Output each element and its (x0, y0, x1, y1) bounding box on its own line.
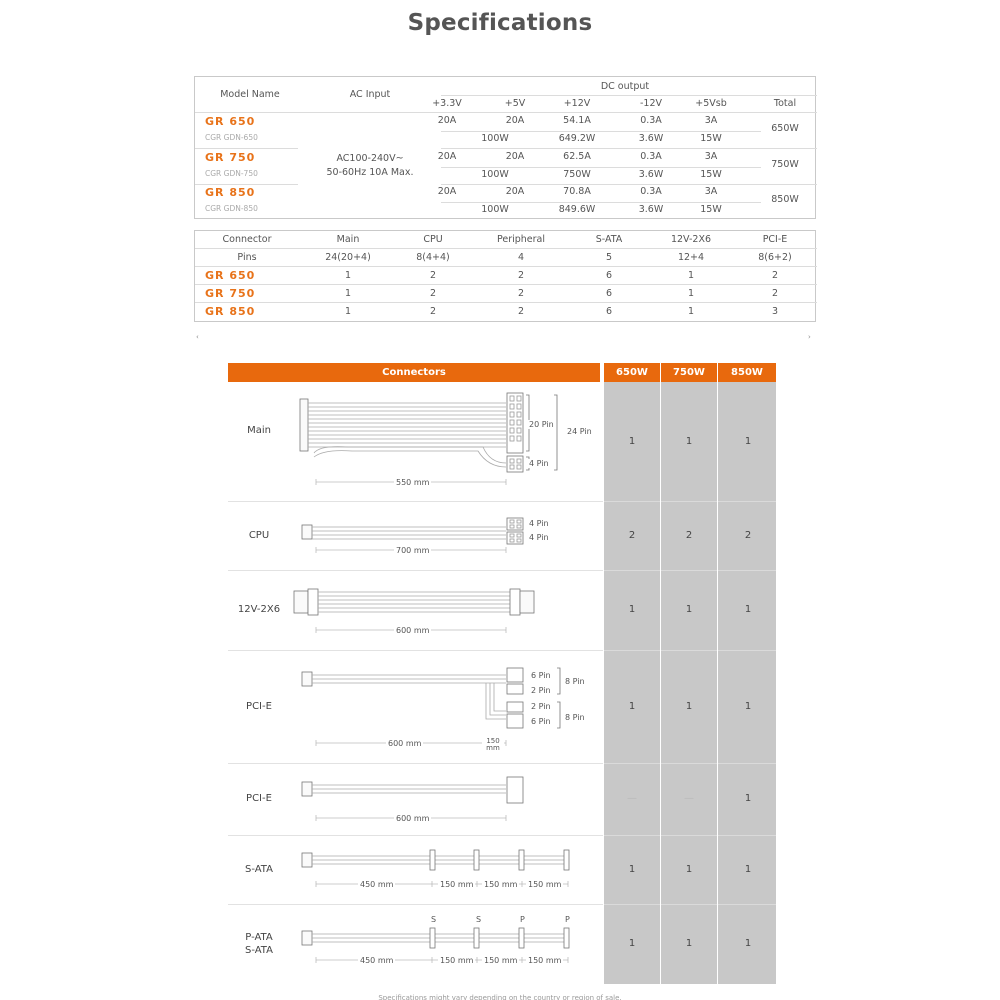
pins-cell: 8(4+4) (416, 252, 450, 263)
header-rail: +5Vsb (695, 98, 727, 109)
count-cell: 6 (605, 306, 613, 317)
count-cell: 2 (517, 288, 525, 299)
count-table-header: CPU (423, 234, 443, 245)
combined-watts: 100W (481, 204, 509, 215)
scroll-right-arrow-icon[interactable]: › (808, 333, 811, 341)
table-rule (228, 650, 603, 651)
count-table-header: 12V-2X6 (670, 234, 712, 245)
main-cable-diagram (300, 393, 557, 485)
count-cell: 2 (429, 288, 437, 299)
length-label: 150 mm (528, 880, 562, 889)
rail-amps: 70.8A (563, 186, 591, 197)
connector-count-value: 1 (628, 700, 636, 712)
length-label: 150 mm (440, 956, 474, 965)
table-rule (228, 835, 603, 836)
column-650w (604, 382, 660, 984)
table-rule (195, 112, 817, 113)
combined-watts: 100W (481, 169, 509, 180)
connector-count-value: 1 (744, 604, 752, 615)
table-rule (441, 131, 761, 132)
length-label: 450 mm (360, 956, 394, 965)
connector-count-value: 1 (628, 604, 636, 615)
model-name: GR 650 (205, 269, 256, 282)
total-watts: 750W (771, 159, 799, 170)
table-rule (718, 501, 776, 502)
count-cell: 2 (429, 306, 437, 317)
rail-amps: 20A (437, 186, 457, 197)
count-cell: 1 (687, 306, 695, 317)
model-name: GR 850 (205, 186, 256, 199)
connector-count-value: 1 (685, 435, 693, 447)
rail-amps: 20A (437, 115, 457, 126)
connector-label: P-ATA (245, 932, 273, 943)
connector-label: CPU (248, 529, 270, 541)
table-rule (441, 95, 817, 96)
model-name: GR 750 (205, 151, 256, 164)
table-rule (718, 763, 776, 764)
table-rule (661, 835, 717, 836)
rail-watts: 15W (700, 133, 722, 144)
table-rule (661, 650, 717, 651)
table-rule (195, 148, 298, 149)
pins-cell: 24(20+4) (325, 252, 371, 263)
connector-count-value: 1 (628, 938, 636, 949)
pins-cell: 8(6+2) (758, 252, 792, 263)
pin-label: 2 Pin (531, 686, 551, 695)
header-rail: +5V (504, 98, 526, 109)
length-label: 150 mm (482, 738, 504, 752)
count-cell: 1 (687, 288, 695, 299)
header-ac-input: AC Input (349, 89, 391, 100)
connector-count-value: 1 (685, 604, 693, 615)
header-rail: +12V (563, 98, 591, 109)
table-rule (661, 570, 717, 571)
table-rule (195, 266, 817, 267)
pins-cell: 5 (605, 252, 613, 263)
rail-watts: 15W (700, 204, 722, 215)
rail-amps: 62.5A (563, 151, 591, 162)
header-model-name: Model Name (220, 89, 280, 100)
model-code: CGR GDN-650 (205, 133, 258, 142)
length-label: 600 mm (396, 626, 430, 635)
connector-count-table (194, 230, 816, 322)
length-label: 600 mm (396, 814, 430, 823)
table-rule (228, 501, 603, 502)
pin-label: 24 Pin (567, 427, 592, 436)
connector-count-value: 1 (628, 435, 636, 447)
ac-input-value-line2: 50-60Hz 10A Max. (326, 167, 414, 178)
rail-watts: 649.2W (558, 133, 596, 144)
rail-amps: 0.3A (640, 115, 662, 126)
count-table-header: PCI-E (762, 234, 788, 245)
spec-table (194, 76, 816, 219)
count-table-header: Main (336, 234, 360, 245)
rail-amps: 54.1A (563, 115, 591, 126)
count-cell: 2 (771, 270, 779, 281)
pin-label: 4 Pin (529, 519, 549, 528)
rail-watts: 849.6W (558, 204, 596, 215)
header-rail: -12V (639, 98, 662, 109)
length-label: 150 mm (484, 880, 518, 889)
count-table-header: Peripheral (496, 234, 546, 245)
table-rule (195, 302, 817, 303)
rail-amps: 20A (505, 186, 525, 197)
length-label: 150 mm (440, 880, 474, 889)
connector-count-value: — (684, 793, 694, 804)
table-rule (441, 148, 817, 149)
table-rule (195, 284, 817, 285)
table-rule (604, 650, 660, 651)
rail-watts: 750W (563, 169, 591, 180)
table-rule (661, 501, 717, 502)
connector-count-value: 1 (628, 863, 636, 875)
combined-watts: 100W (481, 133, 509, 144)
length-label: 150 mm (528, 956, 562, 965)
count-cell: 1 (344, 270, 352, 281)
pcie-dual-cable-diagram (302, 668, 560, 746)
rail-amps: 3A (704, 151, 718, 162)
header-dc-output: DC output (600, 81, 650, 92)
plug-type-label: P (520, 915, 525, 924)
connector-count-value: 2 (685, 529, 693, 541)
count-cell: 1 (687, 270, 695, 281)
rail-amps: 3A (704, 115, 718, 126)
total-watts: 650W (771, 123, 799, 134)
table-rule (441, 184, 817, 185)
connector-count-value: 1 (685, 700, 693, 712)
pins-cell: 12+4 (677, 252, 705, 263)
rail-amps: 0.3A (640, 186, 662, 197)
table-rule (195, 184, 298, 185)
connector-count-value: 1 (744, 435, 752, 447)
rail-watts: 3.6W (638, 133, 664, 144)
table-rule (441, 202, 761, 203)
table-rule (195, 248, 817, 249)
column-header-650w: 650W (604, 363, 660, 382)
plug-type-label: S (431, 915, 437, 924)
count-cell: 1 (344, 288, 352, 299)
count-table-header: S-ATA (595, 234, 623, 245)
table-rule (661, 904, 717, 905)
model-name: GR 650 (205, 115, 256, 128)
model-name: GR 850 (205, 305, 256, 318)
count-cell: 2 (517, 306, 525, 317)
pin-label: 6 Pin (531, 717, 551, 726)
length-label: 450 mm (360, 880, 394, 889)
connector-count-value: 1 (685, 938, 693, 949)
table-rule (604, 763, 660, 764)
count-table-header: Connector (222, 234, 272, 245)
rail-watts: 3.6W (638, 204, 664, 215)
pin-label: 2 Pin (531, 702, 551, 711)
connector-count-value: — (627, 793, 637, 804)
table-rule (441, 167, 761, 168)
pins-cell: 4 (517, 252, 525, 263)
table-rule (604, 904, 660, 905)
rail-watts: 3.6W (638, 169, 664, 180)
rail-amps: 20A (505, 115, 525, 126)
connector-label: Main (247, 425, 271, 436)
rail-amps: 20A (505, 151, 525, 162)
count-cell: 2 (517, 270, 525, 281)
rail-watts: 15W (700, 169, 722, 180)
header-rail: +3.3V (432, 98, 462, 109)
table-rule (718, 570, 776, 571)
table-rule (718, 904, 776, 905)
connector-label: S-ATA (245, 863, 273, 875)
ac-input-value-line1: AC100-240V~ (336, 153, 404, 164)
count-cell: 6 (605, 270, 613, 281)
connector-count-value: 2 (744, 529, 752, 541)
table-rule (228, 904, 603, 905)
pin-label: 20 Pin (529, 420, 554, 429)
count-cell: 3 (771, 306, 779, 317)
table-rule (228, 763, 603, 764)
connector-count-value: 1 (685, 863, 693, 875)
model-code: CGR GDN-850 (205, 204, 258, 213)
pins-cell: Pins (237, 252, 257, 263)
total-watts: 850W (771, 194, 799, 205)
connector-label: 12V-2X6 (237, 604, 281, 615)
rail-amps: 3A (704, 186, 718, 197)
plug-type-label: P (565, 915, 570, 924)
table-rule (661, 763, 717, 764)
connector-label: PCI-E (246, 793, 272, 804)
page-title: Specifications (407, 10, 593, 36)
pin-label: 8 Pin (565, 677, 585, 686)
connector-count-value: 1 (744, 863, 752, 875)
connector-count-value: 1 (744, 938, 752, 949)
count-cell: 2 (771, 288, 779, 299)
pin-label: 8 Pin (565, 713, 585, 722)
table-rule (604, 501, 660, 502)
pin-label: 4 Pin (529, 459, 549, 468)
table-rule (604, 570, 660, 571)
connector-label: PCI-E (246, 700, 272, 712)
scroll-left-arrow-icon[interactable]: ‹ (196, 333, 199, 341)
pin-label: 6 Pin (531, 671, 551, 680)
header-total: Total (773, 98, 797, 109)
model-name: GR 750 (205, 287, 256, 300)
connectors-table (228, 363, 776, 984)
column-header-850w: 850W (718, 363, 776, 382)
footnote: Specifications might vary depending on the country or region of sale. (378, 994, 622, 1000)
connector-label: S-ATA (245, 945, 273, 956)
table-rule (718, 835, 776, 836)
length-label: 550 mm (396, 478, 430, 487)
length-label: 600 mm (388, 739, 422, 748)
connectors-header: Connectors (228, 363, 600, 382)
column-header-750w: 750W (661, 363, 717, 382)
count-cell: 6 (605, 288, 613, 299)
count-cell: 2 (429, 270, 437, 281)
table-rule (604, 835, 660, 836)
connector-count-value: 1 (744, 793, 752, 804)
column-750w (661, 382, 717, 984)
rail-amps: 20A (437, 151, 457, 162)
length-label: 700 mm (396, 546, 430, 555)
table-rule (718, 650, 776, 651)
count-cell: 1 (344, 306, 352, 317)
length-label: 150 mm (484, 956, 518, 965)
connector-count-value: 2 (628, 529, 636, 541)
table-rule (228, 570, 603, 571)
plug-type-label: S (476, 915, 482, 924)
model-code: CGR GDN-750 (205, 169, 258, 178)
pin-label: 4 Pin (529, 533, 549, 542)
connector-count-value: 1 (744, 700, 752, 712)
column-850w (718, 382, 776, 984)
rail-amps: 0.3A (640, 151, 662, 162)
